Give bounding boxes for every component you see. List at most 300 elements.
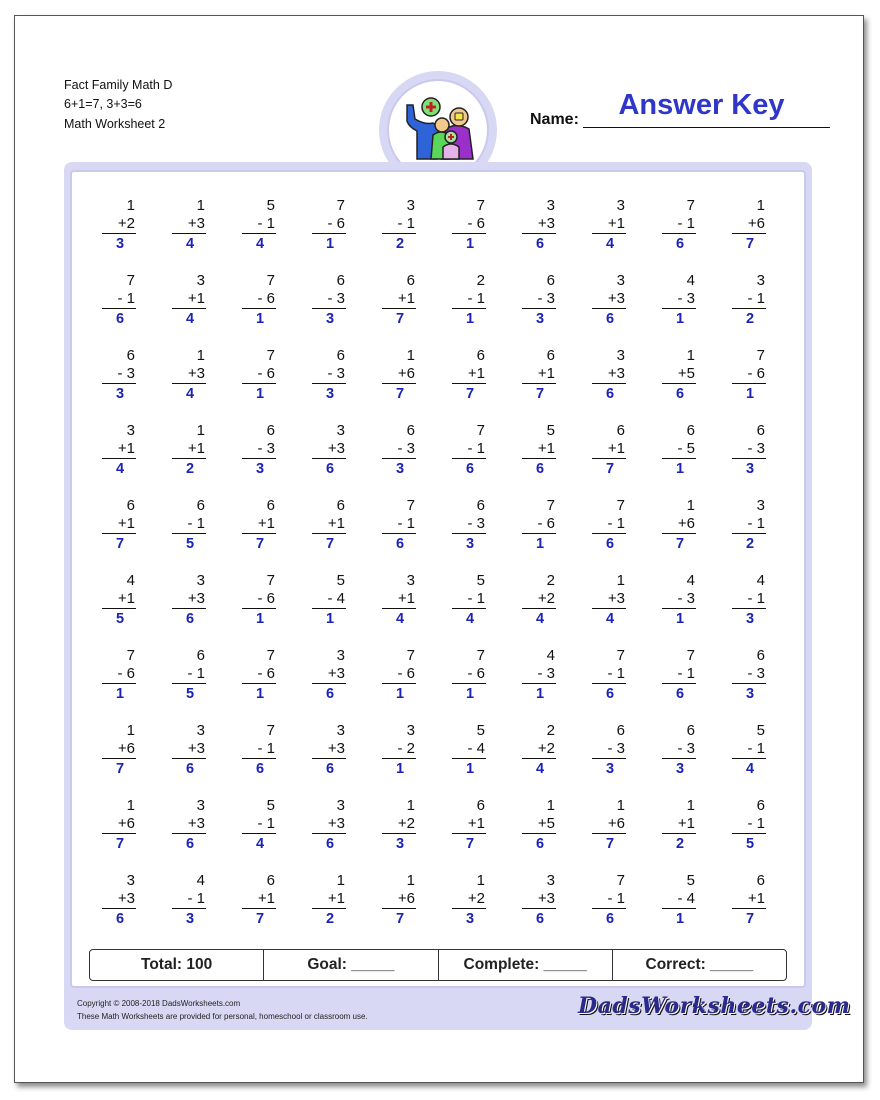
problem <box>452 347 486 403</box>
problem-operator-number: +6 <box>102 815 136 834</box>
problem-operator-number: - 4 <box>452 740 486 759</box>
problem-operator-number: - 1 <box>172 515 206 534</box>
problem-answer: 7 <box>255 911 265 927</box>
problem-top-number: 6 <box>476 497 485 514</box>
problem-top-number: 7 <box>686 647 695 664</box>
problem-operator-number: +3 <box>172 365 206 384</box>
problem-operator-number: +3 <box>172 590 206 609</box>
problem-answer: 7 <box>675 536 685 552</box>
problem-top-number: 7 <box>266 572 275 589</box>
problem-top-number: 6 <box>126 347 135 364</box>
problem-answer: 3 <box>325 311 335 327</box>
problem-top-number: 6 <box>756 872 765 889</box>
problem-operator-number: - 3 <box>662 590 696 609</box>
problem <box>102 647 136 703</box>
problem <box>172 272 206 328</box>
problem <box>592 797 626 853</box>
problem-top-number: 6 <box>756 422 765 439</box>
problem-top-number: 3 <box>756 272 765 289</box>
problem-operator-number: - 3 <box>312 290 346 309</box>
problem-answer: 1 <box>465 236 475 252</box>
problem-answer: 1 <box>255 386 265 402</box>
problem-answer: 3 <box>185 911 195 927</box>
problem-operator-number: - 6 <box>522 515 556 534</box>
problem-answer: 7 <box>115 761 125 777</box>
problem-top-number: 4 <box>126 572 135 589</box>
problem <box>592 572 626 628</box>
goal-field[interactable]: Goal: _____ <box>263 950 437 980</box>
problem-top-number: 7 <box>686 197 695 214</box>
problem-top-number: 6 <box>476 347 485 364</box>
problem <box>452 422 486 478</box>
problem-operator-number: +6 <box>592 815 626 834</box>
problem <box>242 797 276 853</box>
problem-answer: 2 <box>395 236 405 252</box>
problem-top-number: 3 <box>196 797 205 814</box>
problem-operator-number: +6 <box>662 515 696 534</box>
problem-answer: 1 <box>325 611 335 627</box>
problem <box>662 197 696 253</box>
problem-answer: 3 <box>325 386 335 402</box>
problem-top-number: 5 <box>336 572 345 589</box>
problem <box>172 797 206 853</box>
problem-answer: 6 <box>185 611 195 627</box>
problem <box>732 647 766 703</box>
problem-answer: 3 <box>605 761 615 777</box>
problem-top-number: 7 <box>476 422 485 439</box>
problem-operator-number: +1 <box>102 590 136 609</box>
problem-answer: 1 <box>675 311 685 327</box>
problem-operator-number: +1 <box>732 890 766 909</box>
problem-answer: 1 <box>535 536 545 552</box>
problem <box>732 422 766 478</box>
problem-top-number: 1 <box>196 347 205 364</box>
problem-operator-number: +3 <box>172 815 206 834</box>
problem-top-number: 1 <box>406 797 415 814</box>
problem-operator-number: +1 <box>592 215 626 234</box>
problem-top-number: 6 <box>336 347 345 364</box>
problem-top-number: 1 <box>126 722 135 739</box>
problem <box>592 197 626 253</box>
problem-operator-number: - 1 <box>382 515 416 534</box>
problem-operator-number: +6 <box>382 365 416 384</box>
problem <box>522 197 556 253</box>
problem-operator-number: +1 <box>522 440 556 459</box>
problem <box>172 722 206 778</box>
problem-operator-number: - 1 <box>452 590 486 609</box>
problem-operator-number: - 6 <box>242 665 276 684</box>
problem <box>452 722 486 778</box>
problem <box>732 572 766 628</box>
problem-operator-number: +5 <box>662 365 696 384</box>
problem-operator-number: - 3 <box>242 440 276 459</box>
problem-answer: 7 <box>395 311 405 327</box>
problem-answer: 1 <box>675 911 685 927</box>
problem <box>242 872 276 928</box>
problem-answer: 3 <box>115 386 125 402</box>
problem-operator-number: - 3 <box>382 440 416 459</box>
problem-operator-number: +3 <box>312 665 346 684</box>
problem-top-number: 4 <box>196 872 205 889</box>
problem <box>312 797 346 853</box>
problem-answer: 1 <box>675 461 685 477</box>
name-label: Name: <box>530 111 579 128</box>
problem <box>172 572 206 628</box>
problem <box>662 572 696 628</box>
problem-top-number: 7 <box>476 197 485 214</box>
problem-answer: 6 <box>605 311 615 327</box>
problem-answer: 6 <box>395 536 405 552</box>
problem <box>312 647 346 703</box>
problem-operator-number: - 6 <box>242 290 276 309</box>
problem <box>592 272 626 328</box>
problem-operator-number: +2 <box>452 890 486 909</box>
problem <box>312 722 346 778</box>
problem-top-number: 3 <box>616 197 625 214</box>
problem <box>522 272 556 328</box>
problem-top-number: 1 <box>126 797 135 814</box>
problem-answer: 1 <box>255 311 265 327</box>
problem-top-number: 7 <box>616 497 625 514</box>
problem <box>172 347 206 403</box>
problem <box>242 647 276 703</box>
problem-operator-number: - 4 <box>312 590 346 609</box>
problem-answer: 6 <box>675 236 685 252</box>
problem-top-number: 3 <box>546 872 555 889</box>
problem-top-number: 5 <box>266 797 275 814</box>
problem-top-number: 3 <box>126 422 135 439</box>
problem-top-number: 3 <box>196 722 205 739</box>
problem-answer: 3 <box>395 461 405 477</box>
problem-answer: 5 <box>185 536 195 552</box>
problem-operator-number: +2 <box>522 590 556 609</box>
problem-top-number: 7 <box>266 722 275 739</box>
problem-top-number: 6 <box>756 797 765 814</box>
problem-operator-number: - 1 <box>172 890 206 909</box>
problem <box>522 872 556 928</box>
problem-operator-number: - 1 <box>242 215 276 234</box>
problem <box>382 422 416 478</box>
problem-operator-number: +3 <box>592 590 626 609</box>
problem <box>312 422 346 478</box>
problem-answer: 6 <box>605 386 615 402</box>
problem-answer: 6 <box>535 911 545 927</box>
problem-answer: 4 <box>255 236 265 252</box>
problem-top-number: 6 <box>266 872 275 889</box>
problem <box>522 497 556 553</box>
problem-top-number: 6 <box>266 422 275 439</box>
problem-operator-number: +3 <box>312 440 346 459</box>
problem-top-number: 1 <box>686 797 695 814</box>
problem-answer: 4 <box>185 311 195 327</box>
problem-operator-number: - 1 <box>732 590 766 609</box>
problem <box>312 497 346 553</box>
problem-answer: 6 <box>675 386 685 402</box>
problem-top-number: 7 <box>266 347 275 364</box>
problem-answer: 4 <box>395 611 405 627</box>
problem-operator-number: - 1 <box>452 290 486 309</box>
problem-operator-number: +1 <box>382 590 416 609</box>
problem-operator-number: +1 <box>242 515 276 534</box>
worksheet-number: Math Worksheet 2 <box>64 117 166 131</box>
problem-top-number: 5 <box>686 872 695 889</box>
problem-answer: 1 <box>115 686 125 702</box>
problem-top-number: 3 <box>336 647 345 664</box>
problem <box>452 797 486 853</box>
problem-answer: 3 <box>395 836 405 852</box>
problem <box>382 647 416 703</box>
problem-operator-number: - 3 <box>592 740 626 759</box>
problem-answer: 3 <box>745 461 755 477</box>
problem-answer: 4 <box>465 611 475 627</box>
problem-top-number: 7 <box>126 272 135 289</box>
problem-answer: 5 <box>115 611 125 627</box>
problem-top-number: 3 <box>756 497 765 514</box>
problem-operator-number: - 4 <box>662 890 696 909</box>
problem-top-number: 1 <box>406 872 415 889</box>
problem-operator-number: +3 <box>522 890 556 909</box>
problem <box>102 347 136 403</box>
problem <box>662 647 696 703</box>
problem-answer: 7 <box>745 236 755 252</box>
problem-top-number: 6 <box>616 422 625 439</box>
problem <box>732 347 766 403</box>
problem <box>312 572 346 628</box>
problem-answer: 6 <box>185 836 195 852</box>
problem-operator-number: +1 <box>172 440 206 459</box>
problem-top-number: 5 <box>476 572 485 589</box>
problem-answer: 6 <box>535 836 545 852</box>
problem-answer: 6 <box>325 686 335 702</box>
problem <box>662 497 696 553</box>
problem <box>382 797 416 853</box>
problem-answer: 4 <box>745 761 755 777</box>
problem-answer: 1 <box>465 761 475 777</box>
problem-top-number: 6 <box>546 272 555 289</box>
problem-operator-number: - 1 <box>592 515 626 534</box>
problem-top-number: 4 <box>686 572 695 589</box>
problem-answer: 4 <box>185 236 195 252</box>
problem-operator-number: +3 <box>592 290 626 309</box>
problem-top-number: 6 <box>336 272 345 289</box>
problem-top-number: 2 <box>476 272 485 289</box>
problem-operator-number: - 3 <box>732 665 766 684</box>
problem-top-number: 6 <box>476 797 485 814</box>
problem-answer: 3 <box>465 911 475 927</box>
problem-top-number: 6 <box>546 347 555 364</box>
problem-top-number: 5 <box>266 197 275 214</box>
problem <box>172 647 206 703</box>
problem-operator-number: +5 <box>522 815 556 834</box>
problem-answer: 7 <box>255 536 265 552</box>
problem-top-number: 3 <box>616 272 625 289</box>
problem <box>592 422 626 478</box>
problem-operator-number: - 3 <box>522 290 556 309</box>
problem-answer: 4 <box>535 761 545 777</box>
problem-answer: 2 <box>745 311 755 327</box>
problem-top-number: 7 <box>756 347 765 364</box>
problem-operator-number: - 1 <box>592 890 626 909</box>
problem <box>732 497 766 553</box>
problem <box>312 197 346 253</box>
problem-top-number: 4 <box>686 272 695 289</box>
problem-top-number: 1 <box>406 347 415 364</box>
problem <box>172 197 206 253</box>
problem-operator-number: +1 <box>312 890 346 909</box>
problem-answer: 4 <box>605 611 615 627</box>
problem-operator-number: +1 <box>102 440 136 459</box>
problem-answer: 4 <box>535 611 545 627</box>
problem-operator-number: - 6 <box>732 365 766 384</box>
problem-top-number: 1 <box>686 347 695 364</box>
problem <box>242 572 276 628</box>
problem-operator-number: - 1 <box>452 440 486 459</box>
problem-operator-number: - 3 <box>732 440 766 459</box>
problem-operator-number: - 1 <box>732 515 766 534</box>
problem <box>662 722 696 778</box>
problem-operator-number: +3 <box>172 740 206 759</box>
problem-top-number: 6 <box>266 497 275 514</box>
problem-answer: 6 <box>675 686 685 702</box>
problem <box>102 422 136 478</box>
problem-operator-number: - 6 <box>242 365 276 384</box>
problem-top-number: 4 <box>756 572 765 589</box>
problem-answer: 1 <box>535 686 545 702</box>
problem-operator-number: +2 <box>102 215 136 234</box>
problem <box>382 572 416 628</box>
problem-operator-number: +2 <box>382 815 416 834</box>
problem <box>592 347 626 403</box>
problem-top-number: 6 <box>126 497 135 514</box>
problem-operator-number: +6 <box>382 890 416 909</box>
problem-operator-number: - 1 <box>592 665 626 684</box>
problem <box>102 197 136 253</box>
problem-operator-number: +3 <box>592 365 626 384</box>
problem-top-number: 1 <box>616 797 625 814</box>
problem-answer: 4 <box>185 386 195 402</box>
problem-operator-number: - 3 <box>452 515 486 534</box>
problem-answer: 1 <box>395 761 405 777</box>
problem-answer: 5 <box>185 686 195 702</box>
problem-answer: 1 <box>255 611 265 627</box>
answer-key-heading: Answer Key <box>618 89 785 121</box>
problem-operator-number: - 1 <box>382 215 416 234</box>
problem-top-number: 3 <box>126 872 135 889</box>
problem-top-number: 6 <box>756 647 765 664</box>
problem-top-number: 3 <box>196 572 205 589</box>
fact-family-people-icon <box>403 97 479 163</box>
problem-top-number: 2 <box>546 722 555 739</box>
problem-top-number: 6 <box>196 647 205 664</box>
problem-top-number: 7 <box>266 647 275 664</box>
problem-top-number: 5 <box>476 722 485 739</box>
problem <box>102 722 136 778</box>
problem-operator-number: - 3 <box>102 365 136 384</box>
problem-answer: 7 <box>535 386 545 402</box>
problem-answer: 6 <box>605 536 615 552</box>
problem <box>592 722 626 778</box>
problem <box>172 422 206 478</box>
complete-field[interactable]: Complete: _____ <box>438 950 612 980</box>
problem-top-number: 1 <box>196 197 205 214</box>
problem-operator-number: - 1 <box>102 290 136 309</box>
problem <box>312 272 346 328</box>
problem <box>312 872 346 928</box>
problem-answer: 3 <box>465 536 475 552</box>
problem <box>172 497 206 553</box>
problem-answer: 6 <box>465 461 475 477</box>
problem <box>522 572 556 628</box>
problem <box>102 572 136 628</box>
problem-answer: 4 <box>255 836 265 852</box>
problem-answer: 7 <box>115 536 125 552</box>
problem-answer: 6 <box>535 461 545 477</box>
problem-operator-number: - 6 <box>102 665 136 684</box>
problem-top-number: 1 <box>686 497 695 514</box>
problem-top-number: 3 <box>616 347 625 364</box>
problem-answer: 1 <box>745 386 755 402</box>
problem-operator-number: +3 <box>312 815 346 834</box>
correct-field[interactable]: Correct: _____ <box>612 950 786 980</box>
problem-answer: 6 <box>605 911 615 927</box>
problem <box>592 497 626 553</box>
problem-operator-number: - 1 <box>662 215 696 234</box>
problem-answer: 5 <box>745 836 755 852</box>
problem <box>452 197 486 253</box>
problem <box>662 872 696 928</box>
problem <box>732 872 766 928</box>
problem <box>102 272 136 328</box>
name-field-line[interactable] <box>583 127 830 128</box>
problem-answer: 4 <box>605 236 615 252</box>
problem <box>522 422 556 478</box>
usage-note: These Math Worksheets are provided for personal, homeschool or classroom use. <box>77 1012 368 1021</box>
problem-answer: 1 <box>465 311 475 327</box>
problem-answer: 6 <box>325 461 335 477</box>
problem-top-number: 1 <box>616 572 625 589</box>
problem <box>382 497 416 553</box>
problem-answer: 6 <box>325 836 335 852</box>
problem-top-number: 4 <box>546 647 555 664</box>
problem-top-number: 6 <box>406 422 415 439</box>
problem-answer: 7 <box>115 836 125 852</box>
problem <box>242 722 276 778</box>
problem <box>662 797 696 853</box>
problem-operator-number: - 1 <box>732 740 766 759</box>
problem-answer: 1 <box>675 611 685 627</box>
problem <box>662 272 696 328</box>
problem-top-number: 7 <box>406 647 415 664</box>
problem <box>382 197 416 253</box>
problem-top-number: 3 <box>336 722 345 739</box>
problem-operator-number: - 1 <box>732 815 766 834</box>
problem-operator-number: +1 <box>662 815 696 834</box>
problem <box>312 347 346 403</box>
problem-top-number: 1 <box>196 422 205 439</box>
problem-operator-number: +1 <box>102 515 136 534</box>
problem <box>452 572 486 628</box>
problem-top-number: 6 <box>336 497 345 514</box>
problem-operator-number: - 6 <box>452 215 486 234</box>
problem-operator-number: - 1 <box>172 665 206 684</box>
problem-top-number: 3 <box>196 272 205 289</box>
problem-operator-number: - 1 <box>662 665 696 684</box>
problem-top-number: 7 <box>616 647 625 664</box>
problem-operator-number: - 6 <box>382 665 416 684</box>
problem-operator-number: +1 <box>382 290 416 309</box>
problem <box>382 722 416 778</box>
problem-top-number: 1 <box>126 197 135 214</box>
